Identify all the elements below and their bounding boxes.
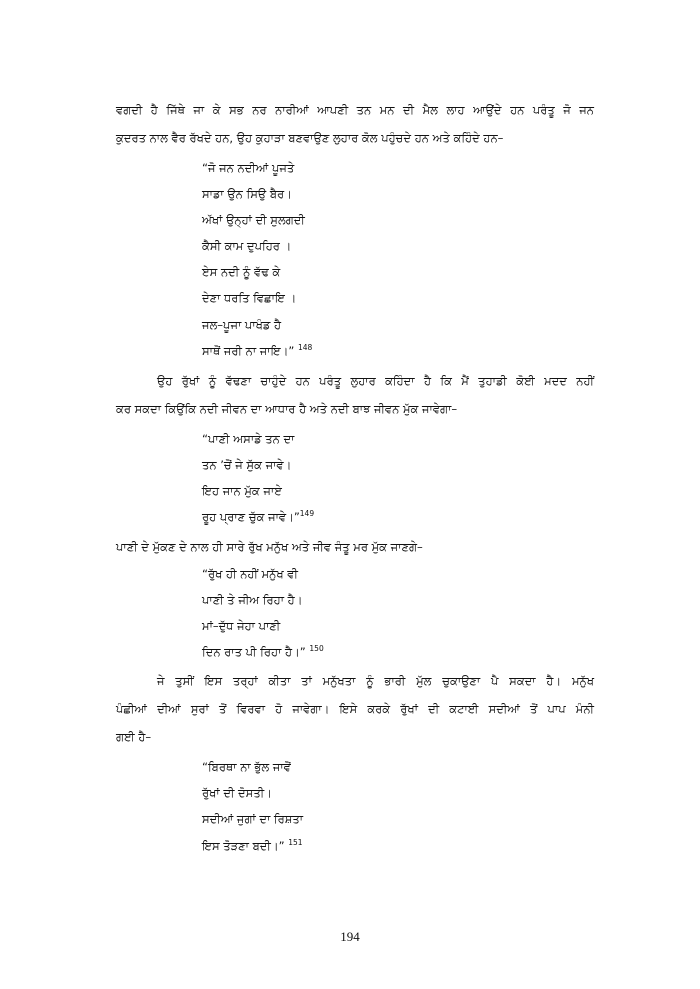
verse-line <box>202 509 314 525</box>
verse-line <box>202 343 312 359</box>
prose-line: ਕੁਦਰਤ ਨਾਲ ਵੈਰ ਰੱਖਦੇ ਹਨ, ਉਹ ਕੁਹਾੜਾ ਬਣਵਾਉਣ ਲੁਹਾਰ ਕੋਲ ਪਹੁੰਚਦੇ ਹਨ ਅਤੇ ਕਹਿੰਦੇ ਹਨ– <box>116 131 504 145</box>
verse-line: ਸਦੀਆਂ ਜੁਗਾਂ ਦਾ ਰਿਸ਼ਤਾ <box>202 812 304 826</box>
footnote-ref: 151 <box>288 838 303 848</box>
verse-line: ਮਾਂ–ਦੁੱਧ ਜੇਹਾ ਪਾਣੀ <box>202 619 281 633</box>
verse-line: ਏਸ ਨਦੀ ਨੂੰ ਵੱਢ ਕੇ <box>202 265 281 279</box>
footnote-ref: 150 <box>309 644 324 654</box>
verse-line: ਸਾਡਾ ਉਨ ਸਿਉ ਬੈਰ। <box>202 187 292 201</box>
verse-line: ਪਾਣੀ ਤੇ ਜੀਅ ਰਿਹਾ ਹੈ। <box>202 593 303 607</box>
prose-line: ਕਰ ਸਕਦਾ ਕਿਉਂਕਿ ਨਦੀ ਜੀਵਨ ਦਾ ਆਧਾਰ ਹੈ ਅਤੇ ਨਦੀ ਬਾਝ ਜੀਵਨ ਮੁੱਕ ਜਾਵੇਗਾ– <box>116 402 458 416</box>
prose-line: ਜੇ ਤੁਸੀਂ ਇਸ ਤਰ੍ਹਾਂ ਕੀਤਾ ਤਾਂ ਮਨੁੱਖਤਾ ਨੂੰ ਭਾਰੀ ਮੁੱਲ ਚੁਕਾਉਣਾ ਪੈ ਸਕਦਾ ਹੈ। ਮਨੁੱਖ <box>157 674 594 688</box>
prose-line: ਗਈ ਹੈ– <box>116 730 152 744</box>
verse-line <box>202 838 303 854</box>
verse-text: ਇਸ ਤੋੜਣਾ ਬਦੀ।” <box>202 839 285 853</box>
prose-line: ਪੰਛੀਆਂ ਦੀਆਂ ਸੁਰਾਂ ਤੋਂ ਵਿਰਵਾ ਹੋ ਜਾਵੇਗਾ। ਇਸੇ ਕਰਕੇ ਰੁੱਖਾਂ ਦੀ ਕਟਾਈ ਸਦੀਆਂ ਤੋਂ ਪਾਪ ਮੰਨੀ <box>116 702 594 716</box>
verse-line: ਜਲ–ਪੂਜਾ ਪਾਖੰਡ ਹੈ <box>202 318 282 332</box>
verse-line: ਇਹ ਜਾਨ ਮੁੱਕ ਜਾਏ <box>202 484 282 498</box>
verse-text: ਸਾਥੋਂ ਜਰੀ ਨਾ ਜਾਇ।” <box>202 344 295 358</box>
verse-line: ਅੱਖਾਂ ਉਨ੍ਹਾਂ ਦੀ ਸੁਲਗਦੀ <box>202 213 305 227</box>
verse-line: “ਬਿਰਥਾ ਨਾ ਭੁੱਲ ਜਾਵੋਂ <box>202 760 291 774</box>
verse-line: “ਜੋ ਜਨ ਨਦੀਆਂ ਪੂਜਤੇ <box>202 161 295 175</box>
verse-line: ਰੁੱਖਾਂ ਦੀ ਦੋਸਤੀ। <box>202 786 272 800</box>
verse-line: ਕੈਸੀ ਕਾਮ ਦੁਪਹਿਰ । <box>202 239 292 253</box>
page-number: 194 <box>340 929 360 944</box>
verse-text: ਰੂਹ ਪ੍ਰਾਣ ਚੁੱਕ ਜਾਵੇ।” <box>202 510 300 524</box>
verse-text: ਦਿਨ ਰਾਤ ਪੀ ਰਿਹਾ ਹੈ।” <box>202 645 306 659</box>
prose-line: ਉਹ ਰੁੱਖਾਂ ਨੂੰ ਵੱਢਣਾ ਚਾਹੁੰਦੇ ਹਨ ਪਰੰਤੂ ਲੁਹਾਰ ਕਹਿੰਦਾ ਹੈ ਕਿ ਮੈਂ ਤੁਹਾਡੀ ਕੋਈ ਮਦਦ ਨਹੀਂ <box>157 374 594 388</box>
verse-line: ਦੇਣਾ ਧਰਤਿ ਵਿਛਾਇ । <box>202 291 297 305</box>
verse-line: ਤਨ ’ਚੋਂ ਜੇ ਸੁੱਕ ਜਾਵੇ। <box>202 458 292 472</box>
footnote-ref: 149 <box>299 509 315 519</box>
prose-line: ਵਗਦੀ ਹੈ ਜਿੱਥੇ ਜਾ ਕੇ ਸਭ ਨਰ ਨਾਰੀਆਂ ਆਪਣੀ ਤਨ ਮਨ ਦੀ ਮੈਲ ਲਾਹ ਆਉਂਦੇ ਹਨ ਪਰੰਤੂ ਜੋ ਜਨ <box>116 103 594 117</box>
verse-line: “ਰੁੱਖ ਹੀ ਨਹੀਂ ਮਨੁੱਖ ਵੀ <box>202 567 298 581</box>
footnote-ref: 148 <box>297 343 313 353</box>
prose-line: ਪਾਣੀ ਦੇ ਮੁੱਕਣ ਦੇ ਨਾਲ ਹੀ ਸਾਰੇ ਰੁੱਖ ਮਨੁੱਖ ਅਤੇ ਜੀਵ ਜੰਤੂ ਮਰ ਮੁੱਕ ਜਾਣਗੇ– <box>116 540 423 554</box>
verse-line: “ਪਾਣੀ ਅਸਾਡੇ ਤਨ ਦਾ <box>202 432 295 446</box>
verse-line <box>202 644 324 660</box>
